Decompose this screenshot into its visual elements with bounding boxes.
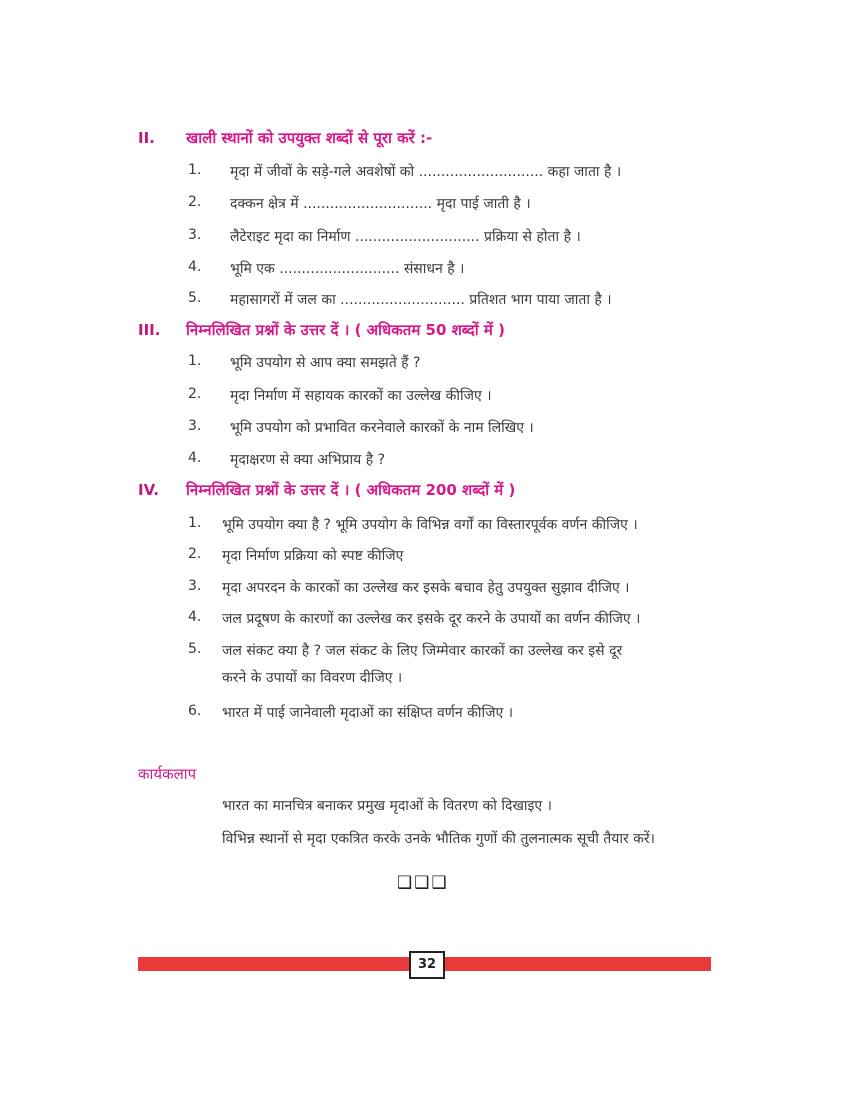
- section-3-number: III.: [138, 321, 161, 339]
- activity-paragraph-2: विभिन्न स्थानों से मृदा एकत्रित करके उनके भौतिक गुणों की तुलनात्मक सूची तैयार करें।: [222, 831, 655, 847]
- section-4-title: निम्नलिखित प्रश्नों के उत्तर दें । ( अधिकतम 200 शब्दों में ): [186, 481, 516, 499]
- section-3-heading: [138, 320, 505, 340]
- section-3-title: निम्नलिखित प्रश्नों के उत्तर दें । ( अधिकतम 50 शब्दों में ): [186, 321, 505, 339]
- section-2-title: खाली स्थानों को उपयुक्त शब्दों से पूरा करें :-: [186, 129, 433, 147]
- activity-title: कार्यकलाप: [138, 765, 197, 783]
- activity-paragraph-1: भारत का मानचित्र बनाकर प्रमुख मृदाओं के वितरण को दिखाइए ।: [222, 798, 552, 814]
- section-4-heading: [138, 480, 515, 500]
- end-mark: ❑❑❑: [397, 873, 449, 893]
- section-4-number: IV.: [138, 481, 159, 499]
- list-item-continuation: करने के उपायों का विवरण दीजिए ।: [222, 670, 403, 686]
- section-2-number: II.: [138, 129, 155, 147]
- page-number: 32: [409, 951, 445, 979]
- section-2-heading: [138, 128, 432, 148]
